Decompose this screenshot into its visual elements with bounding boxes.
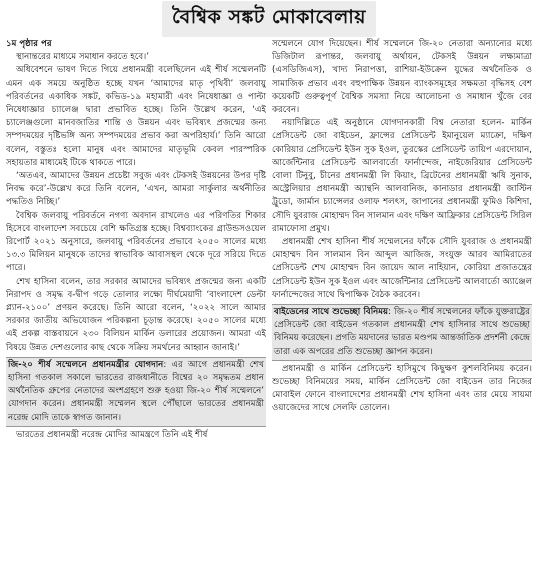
paragraph: প্রধানমন্ত্রী ও মার্কিন প্রেসিডেন্ট হাসিমুখে কিছুক্ষণ কুশলবিনিময় করেন। শুভেচ্ছা বিনিময়ের সময়, মার্কিন প্রেসিডেন্ট জো বাইডেন তার নিজের মোবাইল ফোনে বাংলাদেশের প্রধানমন্ত্রী শেখ হাসিনা এবং তার মেয়ে সায়মা ওয়াজেদের সাথে সেলফি তোলেন।: [272, 363, 532, 414]
paragraph: অধিবেশনে ভাষণ দিতে গিয়ে প্রধানমন্ত্রী বলেছিলেন এই শীর্ষ সম্মেলনটি এমন এক সময়ে অনুষ্ঠিত হচ্ছে যখন ‘আমাদের মাতৃ পৃথিবী’ জলবায়ু পরিবর্তনের একাধিক সঙ্কট, কভিড-১৯ মহামারী এবং নিষেধাজ্ঞা ও পাল্টা নিষেধাজ্ঞার চ্যালেঞ্জ দ্বারা প্রভাবিত হচ্ছে। তিনি উল্লেখ করেন, ‘এই চ্যালেঞ্জগুলো মানবজাতির শান্তি ও উন্নয়ন এবং ভবিষ্যৎ প্রজন্মের জন্য সম্পদময়ের দৃষ্টিভঙ্গি অন্য সম্পদময়ের প্রভাব করা অপরিহার্য।’ তিনি আরো বলেন, বস্তুতঃ হলো মানুষ এবং আমাদের মাতৃভূমি কেবল পারস্পরিক সহায়তার মাধ্যমেই টিকে থাকতে পারে।: [6, 65, 266, 168]
paragraph: প্রধানমন্ত্রী শেখ হাসিনা শীর্ষ সম্মেলনের ফাঁকে সৌদি যুবরাজ ও প্রধানমন্ত্রী মোহাম্মদ বিন সালমান বিন আব্দুল আজিজ, সংযুক্ত আরব আমিরাতের প্রেসিডেন্ট শেখ মোহাম্মদ বিন জায়েদ আল নাহিয়ান, কোরিয়া প্রজাতন্ত্রের প্রেসিডেন্ট ইউন সুক ইওল এবং আর্জেন্টিনার প্রেসিডেন্ট আলবার্তো অ্যাঞ্জেল ফার্নান্দেজের সাথে দ্বিপাক্ষিক বৈঠক করবেন।: [272, 237, 532, 300]
paragraph: বৈশ্বিক জলবায়ু পরিবর্তনে নগণ্য অবদান রাখলেও এর পরিণতির শিকার হিসেবে বাংলাদেশ সবচেয়ে বেশি ক্ষতিগ্রস্ত হচ্ছে। বিশ্বব্যাংকের গ্রাউন্ডসওয়েল রিপোর্ট ২০২১ অনুসারে, জলবায়ু পরিবর্তনের প্রভাবে ২০৫০ সালের মধ্যে ১৩.৩ মিলিয়ন মানুষকে তাদের স্বাভাবিক আবাসস্থল থেকে দূরে সরিয়ে দিতে পারে।: [6, 210, 266, 274]
subsection-box: [6, 357, 266, 427]
headline-bar: [6, 4, 532, 34]
subsection-box: [272, 304, 532, 361]
subsection-text: : এর আগে প্রধানমন্ত্রী শেখ হাসিনা গতকাল সকালে ভারতের রাজধানীতে বিশ্বের ২০ সমৃদ্ধতম প্রধান অর্থনৈতিক গ্রুপের নেতাদের অংশগ্রহণে শুরু হওয়া জি-২০ শীর্ষ সম্মেলনে’ যোগদান করেন। প্রধানমন্ত্রী সম্মেলন স্থলে পৌঁছালে ভারতের প্রধানমন্ত্রী নরেন্দ্র মোদি তাকে স্বাগত জানান।: [8, 359, 264, 423]
article-columns: [6, 38, 532, 566]
subsection-text: : জি-২০ শীর্ষ সম্মেলনের ফাঁকে যুক্তরাষ্ট্রের প্রেসিডেন্ট জো বাইডেন গতকাল প্রধানমন্ত্রী শেখ হাসিনার সাথে শুভেচ্ছা বিনিময় করেছেন। প্রগতি ময়দানের ভারত মণ্ডপম আন্তর্জাতিক প্রদর্শনী কেন্দ্রে তারা এক অপরের প্রতি শুভেচ্ছা জ্ঞাপন করেন।: [274, 307, 530, 357]
paragraph: স্থানান্তরের মাধ্যমে সমাধান করতে হবে।’: [16, 52, 149, 63]
subsection-title: জি-২০ শীর্ষ সম্মেলনে প্রধানমন্ত্রীর যোগদান: [8, 359, 164, 370]
subsection-title: বাইডেনের সাথে শুভেচ্ছা বিনিময়: [274, 307, 389, 318]
paragraph: নয়াদিল্লিতে এই অনুষ্ঠানে যোগদানকারী বিশ্ব নেতারা হলেন- মার্কিন প্রেসিডেন্ট জো বাইডেন, ফ্রান্সের প্রেসিডেন্ট ইমানুয়েল ম্যাক্রো, দক্ষিণ কোরিয়ার প্রেসিডেন্ট ইউন সুক ইওল, তুরস্কের প্রেসিডেন্ট তায়িপ এরদোয়ান, আর্জেন্টিনার প্রেসিডেন্ট আলবার্তো ফার্নান্দেজ, নাইজেরিয়ার প্রেসিডেন্ট বোলা টিনুবু, চীনের প্রধানমন্ত্রী লি কিয়াং, ব্রিটেনের প্রধানমন্ত্রী ঋষি সুনাক, অস্ট্রেলিয়ার প্রধানমন্ত্রী অ্যান্থনি আলবানিজ, কানাডার প্রধানমন্ত্রী জাস্টিন ট্রুডো, জার্মান চ্যান্সেলর ওলাফ শলৎস, জাপানের প্রধানমন্ত্রী ফুমিও কিশিদা, সৌদি যুবরাজ মোহাম্মদ বিন সালমান এবং দক্ষিণ আফ্রিকার প্রেসিডেন্ট সিরিল রামাফোসা প্রমুখ।: [272, 118, 532, 234]
continued-label: ১ম পৃষ্ঠার পর: [6, 39, 52, 49]
right-column: [272, 38, 532, 566]
left-column: [6, 38, 266, 566]
paragraph: ভারতের প্রধানমন্ত্রী নরেন্দ্র মোদির আমন্ত্রণে তিনি এই শীর্ষ: [16, 429, 208, 440]
headline: বৈশ্বিক সঙ্কট মোকাবেলায়: [162, 1, 376, 37]
paragraph: সম্মেলনে যোগ দিয়েছেন। শীর্ষ সম্মেলনে জি-২০ নেতারা অন্যান্যের মধ্যে ডিজিটাল রূপান্তর, জলবায়ু অর্থায়ন, টেকসই উন্নয়ন লক্ষ্যমাত্রা (এসডিজিএস), খাদ্য নিরাপত্তা, রাশিয়া-ইউক্রেন যুদ্ধের অর্থনৈতিক ও সামাজিক প্রভাব এবং বহুপাক্ষিক উন্নয়ন ব্যাংকসমূহের সক্ষমতা বৃদ্ধিসহ বেশ কয়েকটি গুরুত্বপূর্ণ বৈশ্বিক সমস্যা নিয়ে আলোচনা ও সমাধান খুঁজে বের করবেন।: [272, 39, 532, 116]
paragraph: ‘অতএব, আমাদের উন্নয়ন প্রচেষ্টা সবুজ এবং টেকসই উন্নয়নের উপর দৃষ্টি নিবদ্ধ করে’-উল্লেখ করে তিনি বলেন, ‘এখন, আমরা সার্কুলার অর্থনীতির পদ্ধতিও নিচ্ছি।’: [6, 171, 266, 208]
paragraph: শেখ হাসিনা বলেন, তার সরকার আমাদের ভবিষ্যৎ প্রজন্মের জন্য একটি নিরাপদ ও সমৃদ্ধ ব-দ্বীপ গড়ে তোলার লক্ষ্যে দীর্ঘমেয়াদী ‘বাংলাদেশ ডেল্টা প্ল্যান-২১০০’ প্রণয়ন করেছে। তিনি আরো বলেন, ‘২০২২ সালে আমার সরকার জাতীয় অভিযোজন পরিকল্পনা চূড়ান্ত করেছে। ২০৫০ সালের মধ্যে এই প্রকল্প বাস্তবায়নে ২৩০ বিলিয়ন মার্কিন ডলারের প্রয়োজন। আমরা এই বিষয়ে উন্নত দেশগুলোর কাছ থেকে সক্রিয় সমর্থনের আহ্বান জানাই।’: [6, 276, 266, 353]
